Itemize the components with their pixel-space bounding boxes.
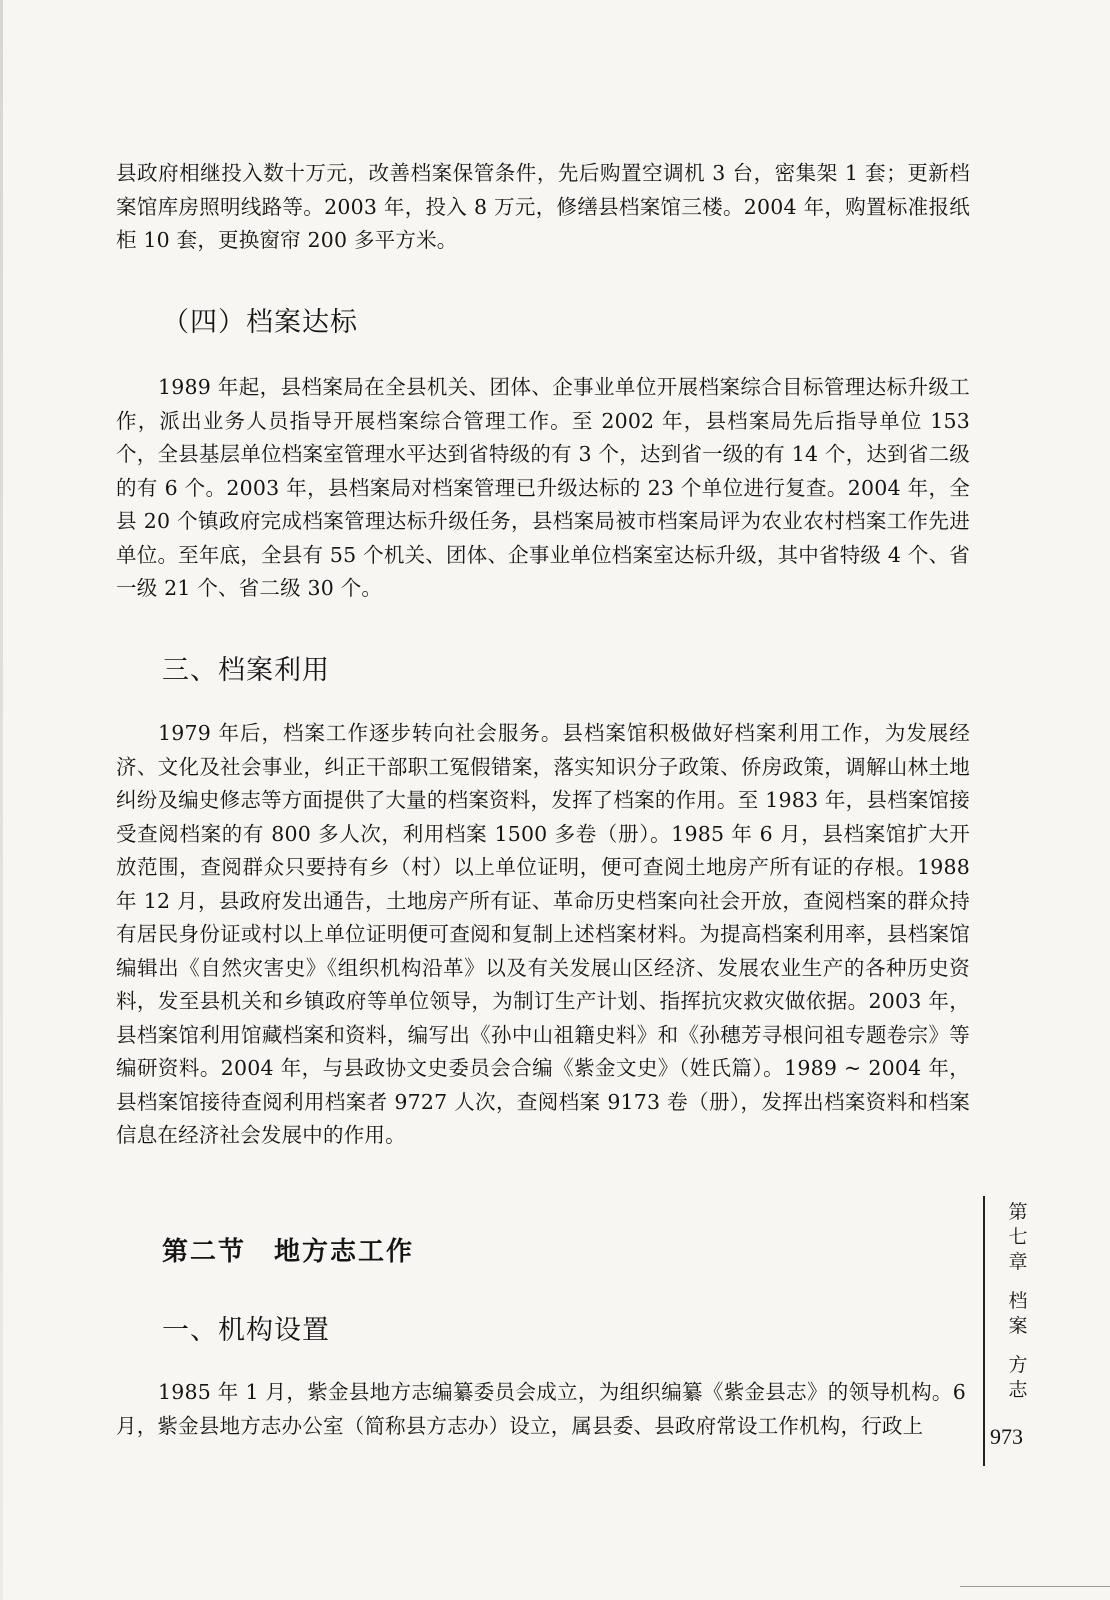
page-number: 973 (990, 1424, 1023, 1449)
margin-vertical-rule (983, 1196, 985, 1466)
chapter-char: 七 (1008, 1226, 1028, 1248)
subheading-archive-use: 三、档案利用 (162, 655, 330, 686)
paragraph-archive-standards: 1989 年起，县档案局在全县机关、团体、企事业单位开展档案综合目标管理达标升级工作，派出业务人员指导开展档案综合管理工作。至 2002 年，县档案局先后指导单位 153 个，全县基层单位档案室管理水平达到省特级的有 3 个，达到省一级的有 14 个，达到省二级的有 6 个。2003 年，县档案局对档案管理已升级达标的 23 个单位进行复查。2004 年，全县 20 个镇政府完成档案管理达标升级任务，县档案局被市档案局评为农业农村档案工作先进单位。至年底，全县有 55 个机关、团体、企事业单位档案室达标升级，其中省特级 4 个、省一级 21 个、省二级 30 个。 (116, 375, 970, 600)
chapter-title-char: 方 (1008, 1354, 1028, 1376)
chapter-char: 第 (1008, 1201, 1028, 1223)
section-heading-local-chronicles: 第二节 地方志工作 (162, 1237, 415, 1267)
chapter-title-char: 志 (1008, 1379, 1028, 1401)
paragraph-archive-use: 1979 年后，档案工作逐步转向社会服务。县档案馆积极做好档案利用工作，为发展经济、文化及社会事业，纠正干部职工冤假错案，落实知识分子政策、侨房政策，调解山林土地纠纷及编史修志等方面提供了大量的档案资料，发挥了档案的作用。至 1983 年，县档案馆接受查阅档案的有 800 多人次，利用档案 1500 多卷（册）。1985 年 6 月，县档案馆扩大开放范围，查阅群众只要持有乡（村）以上单位证明，便可查阅土地房产所有证的存根。1988 年 12 月，县政府发出通告，土地房产所有证、革命历史档案向社会开放，查阅档案的群众持有居民身份证或村以上单位证明便可查阅和复制上述档案材料。为提高档案利用率，县档案馆编辑出《自然灾害史》《组织机构沿革》以及有关发展山区经济、发展农业生产的各种历史资料，发至县机关和乡镇政府等单位领导，为制订生产计划、指挥抗灾救灾做依据。2003 年，县档案馆利用馆藏档案和资料，编写出《孙中山祖籍史料》和《孙穗芳寻根问祖专题卷宗》等编研资料。2004 年，与县政协文史委员会合编《紫金文史》（姓氏篇）。1989 ~ 2004 年，县档案馆接待查阅利用档案者 9727 人次，查阅档案 9173 卷（册），发挥出档案资料和档案信息在经济社会发展中的作用。 (116, 721, 970, 1147)
bottom-edge-line (960, 1586, 1110, 1587)
chapter-title-char: 案 (1008, 1315, 1028, 1337)
chapter-title-char: 档 (1008, 1290, 1028, 1312)
paragraph-organization-setup: 1985 年 1 月，紫金县地方志编纂委员会成立，为组织编纂《紫金县志》的领导机构。6 月，紫金县地方志办公室（简称县方志办）设立，属县委、县政府常设工作机构，行政上 (116, 1380, 966, 1438)
scan-edge-shadow (0, 0, 3, 1600)
paragraph-intro: 县政府相继投入数十万元，改善档案保管条件，先后购置空调机 3 台，密集架 1 套；更新档案馆库房照明线路等。2003 年，投入 8 万元，修缮县档案馆三楼。2004 年，购置标准报纸柜 10 套，更换窗帘 200 多平方米。 (116, 161, 970, 252)
subheading-organization-setup: 一、机构设置 (162, 1315, 330, 1346)
chapter-side-tab (1004, 1200, 1032, 1403)
subheading-archive-standards: （四）档案达标 (162, 307, 358, 338)
chapter-char: 章 (1008, 1251, 1028, 1273)
